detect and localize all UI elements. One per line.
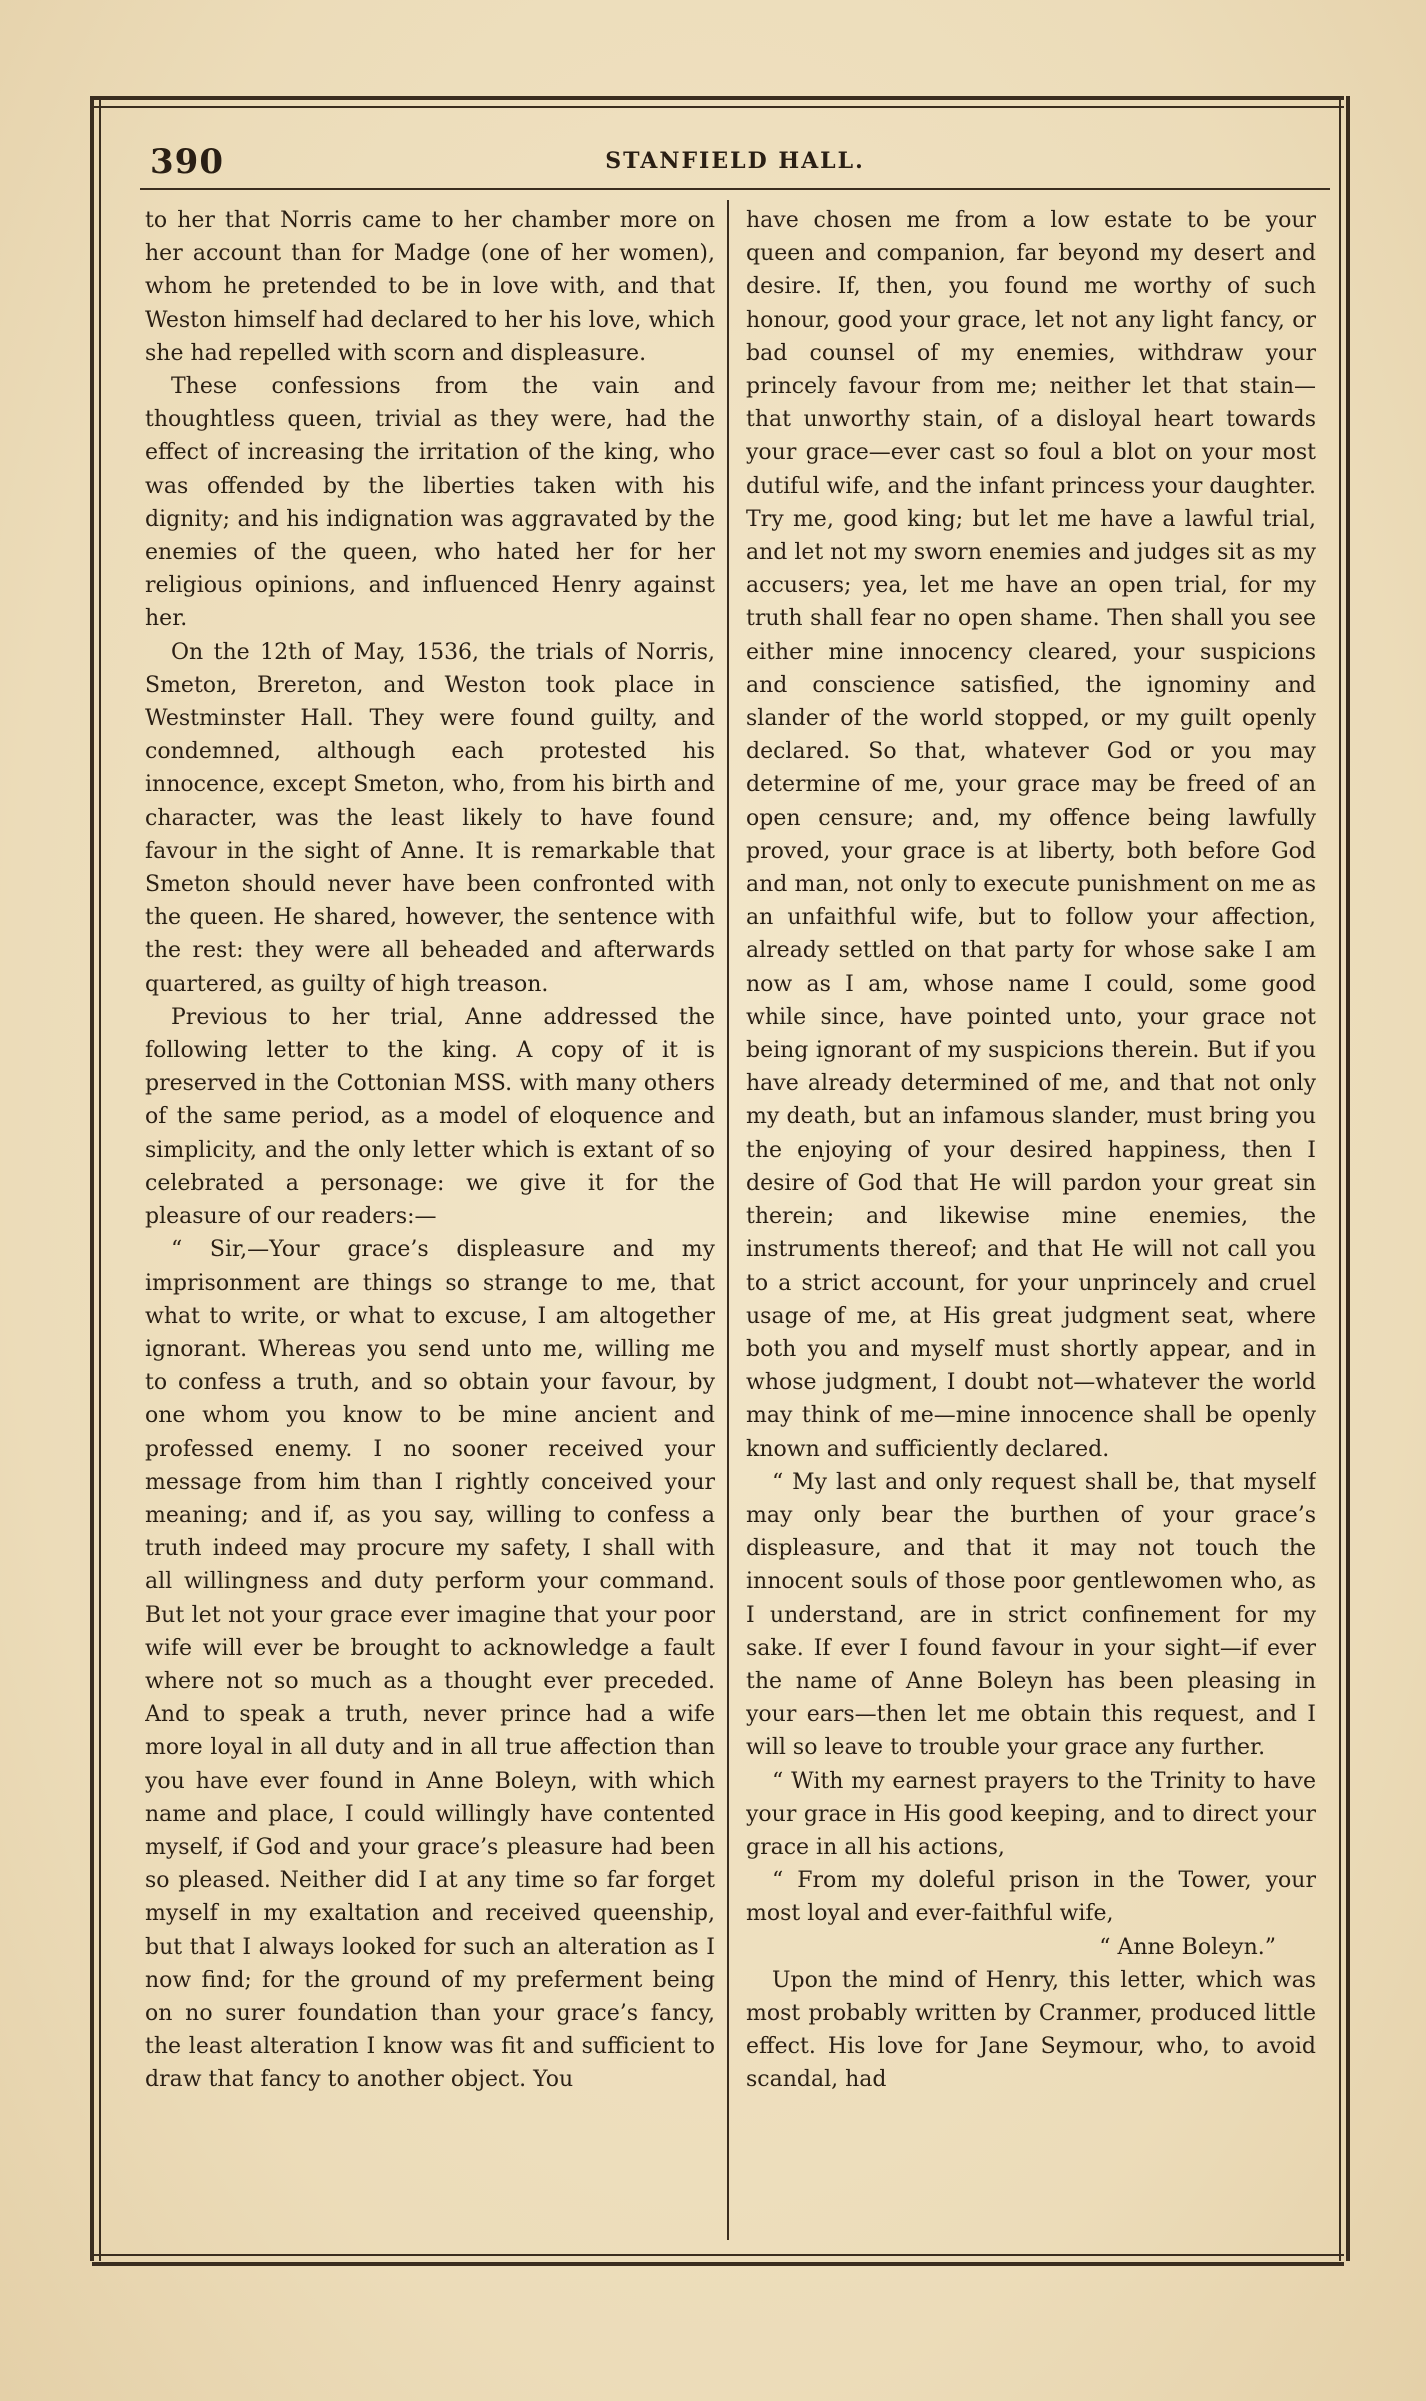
right-column: [746, 204, 1316, 2244]
letter-paragraph: “ My last and only request shall be, that myself may only bear the burthen of your grace’s displeasure, and that it may not touch the innocent souls of those poor gentlewomen who, as I understand, are in strict confinement for my sake. If ever I found favour in your sight—if ever the name of Anne Boleyn has been pleasing in your ears—then let me obtain this request, and I will so leave to trouble your grace any further.: [746, 1469, 1316, 1761]
paragraph: Previous to her trial, Anne addressed the following letter to the king. A copy of it is preserved in the Cottonian MSS. with many others of the same period, as a model of eloquence and simplicity, and the only letter which is extant of so celebrated a personage: we give it for the pleasure of our readers:—: [145, 1004, 715, 1230]
letter-paragraph: “ With my earnest prayers to the Trinity to have your grace in His good keeping, and to direct your grace in all his actions,: [746, 1768, 1316, 1860]
left-column: [145, 204, 715, 2244]
page-border-right: [1339, 96, 1350, 2261]
page-number: 390: [150, 142, 224, 182]
letter-paragraph: “ Sir,—Your grace’s displeasure and my imprisonment are things so strange to me, that what to write, or what to excuse, I am altogether ignorant. Whereas you send unto me, willing me to confess a truth, and so obtain your favour, by one whom you know to be mine ancient and professed enemy. I no sooner received your message from him than I rightly conceived your meaning; and if, as you say, willing to confess a truth indeed may procure my safety, I shall with all willingness and duty perform your command. But let not your grace ever imagine that your poor wife will ever be brought to acknowledge a fault where not so much as a thought ever preceded. And to speak a truth, never prince had a wife more loyal in all duty and in all true affection than you have ever found in Anne Boleyn, with which name and place, I could willingly have contented myself, if God and your grace’s pleasure had been so pleased. Neither did I at any time so far forget myself in my exaltation and received queenship, but that I always looked for such an alteration as I now find; for the ground of my preferment being on no surer foundation than your grace’s fancy, the least alteration I know was fit and sufficient to draw that fancy to another object. You: [145, 1237, 715, 2093]
page-border-left: [90, 96, 101, 2261]
paragraph: On the 12th of May, 1536, the trials of Norris, Smeton, Brereton, and Weston took place in Westminster Hall. They were found guilty, and condemned, although each protested his innocence, except Smeton, who, from his birth and character, was the least likely to have found favour in the sight of Anne. It is remarkable that Smeton should never have been confronted with the queen. He shared, however, the sentence with the rest: they were all beheaded and afterwards quartered, as guilty of high treason.: [145, 639, 715, 997]
running-title: STANFIELD HALL.: [605, 148, 865, 174]
letter-paragraph: have chosen me from a low estate to be your queen and companion, far beyond my desert and desire. If, then, you found me worthy of such honour, good your grace, let not any light fancy, or bad counsel of my enemies, withdraw your princely favour from me; neither let that stain—that unworthy stain, of a disloyal heart towards your grace—ever cast so foul a blot on your most dutiful wife, and the infant princess your daughter. Try me, good king; but let me have a lawful trial, and let not my sworn enemies and judges sit as my accusers; yea, let me have an open trial, for my truth shall fear no open shame. Then shall you see either mine innocency cleared, your suspicions and conscience satisfied, the ignominy and slander of the world stopped, or my guilt openly declared. So that, whatever God or you may determine of me, your grace may be freed of an open censure; and, my offence being lawfully proved, your grace is at liberty, both before God and man, not only to execute punishment on me as an unfaithful wife, but to follow your affection, already settled on that party for whose sake I am now as I am, whose name I could, some good while since, have pointed unto, your grace not being ignorant of my suspicions therein. But if you have already determined of me, and that not only my death, but an infamous slander, must bring you the enjoying of your desired happiness, then I desire of God that He will pardon your great sin therein; and likewise mine enemies, the instruments thereof; and that He will not call you to a strict account, for your unprincely and cruel usage of me, at His great judgment seat, where both you and myself must shortly appear, and in whose judgment, I doubt not—whatever the world may think of me—mine innocence shall be openly known and sufficiently declared.: [746, 208, 1316, 1462]
paragraph: to her that Norris came to her chamber more on her account than for Madge (one of her women), whom he pretended to be in love with, and that Weston himself had declared to her his love, which she had repelled with scorn and displeasure.: [145, 208, 715, 366]
page-header: [140, 140, 1330, 190]
page-border-top: [92, 96, 1344, 108]
column-divider: [727, 200, 729, 2240]
page-border-bottom: [92, 2254, 1344, 2266]
letter-signature: “ Anne Boleyn.”: [1099, 1934, 1276, 1960]
paragraph: These confessions from the vain and thoughtless queen, trivial as they were, had the effect of increasing the irritation of the king, who was offended by the liberties taken with his dignity; and his indignation was aggravated by the enemies of the queen, who hated her for her religious opinions, and influenced Henry against her.: [145, 374, 715, 632]
paragraph: Upon the mind of Henry, this letter, which was most probably written by Cranmer, produced little effect. His love for Jane Seymour, who, to avoid scandal, had: [746, 1967, 1316, 2093]
letter-paragraph: “ From my doleful prison in the Tower, your most loyal and ever-faithful wife,: [746, 1868, 1316, 1927]
